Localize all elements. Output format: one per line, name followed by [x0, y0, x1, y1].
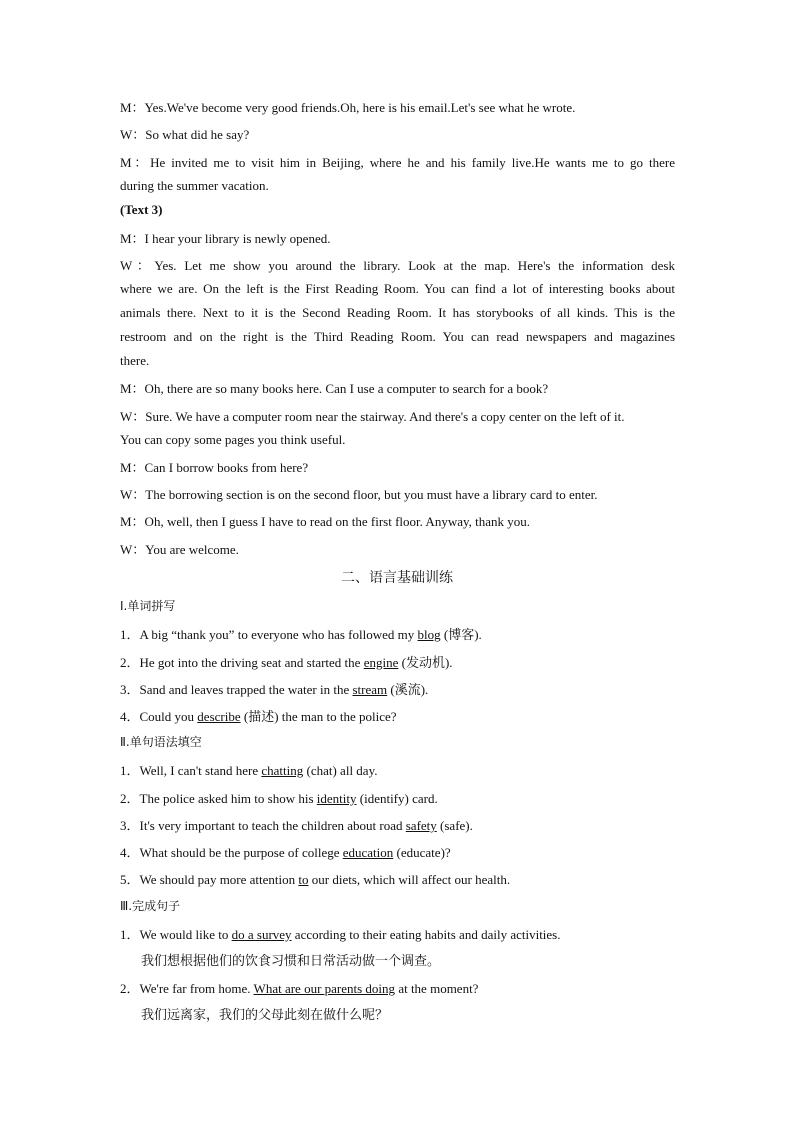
- answer-blank: describe: [197, 709, 241, 724]
- answer-blank: do a survey: [231, 927, 292, 942]
- exercise-item: [120, 924, 675, 943]
- dialogue-line: M：Yes.We've become very good friends.Oh, here is his email.Let's see what he wrote.: [120, 100, 576, 115]
- dialogue-line: M：Oh, well, then I guess I have to read on the first floor. Anyway, thank you.: [120, 514, 531, 529]
- part2-title: Ⅱ.单句语法填空: [120, 735, 202, 749]
- item-text: (发动机).: [398, 655, 453, 670]
- exercise-item: [120, 842, 675, 861]
- item-text: 3．Sand and leaves trapped the water in the: [120, 682, 353, 697]
- answer-blank: identity: [316, 791, 357, 806]
- item-text: 3．It's very important to teach the children about road: [120, 818, 406, 833]
- item-text: 1．A big “thank you” to everyone who has followed my: [120, 627, 418, 642]
- answer-blank: engine: [363, 655, 399, 670]
- exercise-item: [120, 624, 675, 643]
- chinese-translation: 我们想根据他们的饮食习惯和日常活动做一个调查。: [141, 954, 441, 969]
- exercise-item: [120, 679, 675, 698]
- item-text: 4．What should be the purpose of college: [120, 845, 343, 860]
- item-text: our diets, which will affect our health.: [308, 872, 511, 887]
- answer-blank: stream: [352, 682, 388, 697]
- dialogue-line: M：Oh, there are so many books here. Can I use a computer to search for a book?: [120, 381, 549, 396]
- answer-blank: What are our parents doing: [253, 981, 396, 996]
- dialogue-line: restroom and on the right is the Third Reading Room. You can read newspapers and magazines: [120, 329, 675, 344]
- chinese-translation: 我们远离家，我们的父母此刻在做什么呢？: [141, 1008, 389, 1023]
- item-text: 2．We're far from home.: [120, 981, 254, 996]
- exercise-item: [120, 652, 675, 671]
- item-text: (safe).: [436, 818, 473, 833]
- exercise-item: [120, 760, 675, 779]
- dialogue-line: during the summer vacation.: [120, 178, 269, 193]
- dialogue-line: M：He invited me to visit him in Beijing, where he and his family live.He wants me to go there: [120, 155, 675, 170]
- item-text: (溪流).: [387, 682, 429, 697]
- answer-blank: blog: [417, 627, 441, 642]
- item-text: (educate)?: [393, 845, 451, 860]
- answer-blank: to: [298, 872, 309, 887]
- dialogue-line: animals there. Next to it is the Second Reading Room. It has storybooks of all kinds. This is the: [120, 305, 675, 320]
- exercise-item: [120, 815, 675, 834]
- dialogue-line: W：Yes. Let me show you around the library. Look at the map. Here's the information desk: [120, 258, 675, 273]
- item-text: 2．The police asked him to show his: [120, 791, 317, 806]
- dialogue-line: W：The borrowing section is on the second floor, but you must have a library card to enter.: [120, 487, 598, 502]
- text3-label: (Text 3): [120, 202, 163, 217]
- exercise-item: [120, 978, 675, 997]
- dialogue-line: You can copy some pages you think useful.: [120, 432, 346, 447]
- exercise-item: [120, 706, 675, 725]
- dialogue-line: W：So what did he say?: [120, 127, 250, 142]
- exercise-item: [120, 869, 675, 888]
- item-text: 4．Could you: [120, 709, 198, 724]
- item-text: 1．We would like to: [120, 927, 232, 942]
- dialogue-line: M：Can I borrow books from here?: [120, 460, 309, 475]
- item-text: at the moment?: [395, 981, 479, 996]
- item-text: according to their eating habits and daily activities.: [291, 927, 561, 942]
- dialogue-line: W：Sure. We have a computer room near the stairway. And there's a copy center on the left of it.: [120, 409, 625, 424]
- answer-blank: education: [342, 845, 394, 860]
- part3-title: Ⅲ.完成句子: [120, 899, 181, 913]
- item-text: 1．Well, I can't stand here: [120, 763, 262, 778]
- dialogue-line: M：I hear your library is newly opened.: [120, 231, 331, 246]
- dialogue-line: where we are. On the left is the First Reading Room. You can find a lot of interesting books about: [120, 281, 675, 296]
- item-text: (chat) all day.: [303, 763, 378, 778]
- part1-title: Ⅰ.单词拼写: [120, 599, 176, 613]
- section-title: 二、语言基础训练: [341, 570, 453, 586]
- dialogue-line: there.: [120, 353, 150, 368]
- answer-blank: chatting: [261, 763, 304, 778]
- item-text: (博客).: [440, 627, 482, 642]
- item-text: 2．He got into the driving seat and started the: [120, 655, 364, 670]
- dialogue-line: W：You are welcome.: [120, 542, 239, 557]
- answer-blank: safety: [405, 818, 437, 833]
- item-text: 5．We should pay more attention: [120, 872, 299, 887]
- exercise-item: [120, 788, 675, 807]
- item-text: (描述) the man to the police?: [240, 709, 397, 724]
- item-text: (identify) card.: [356, 791, 438, 806]
